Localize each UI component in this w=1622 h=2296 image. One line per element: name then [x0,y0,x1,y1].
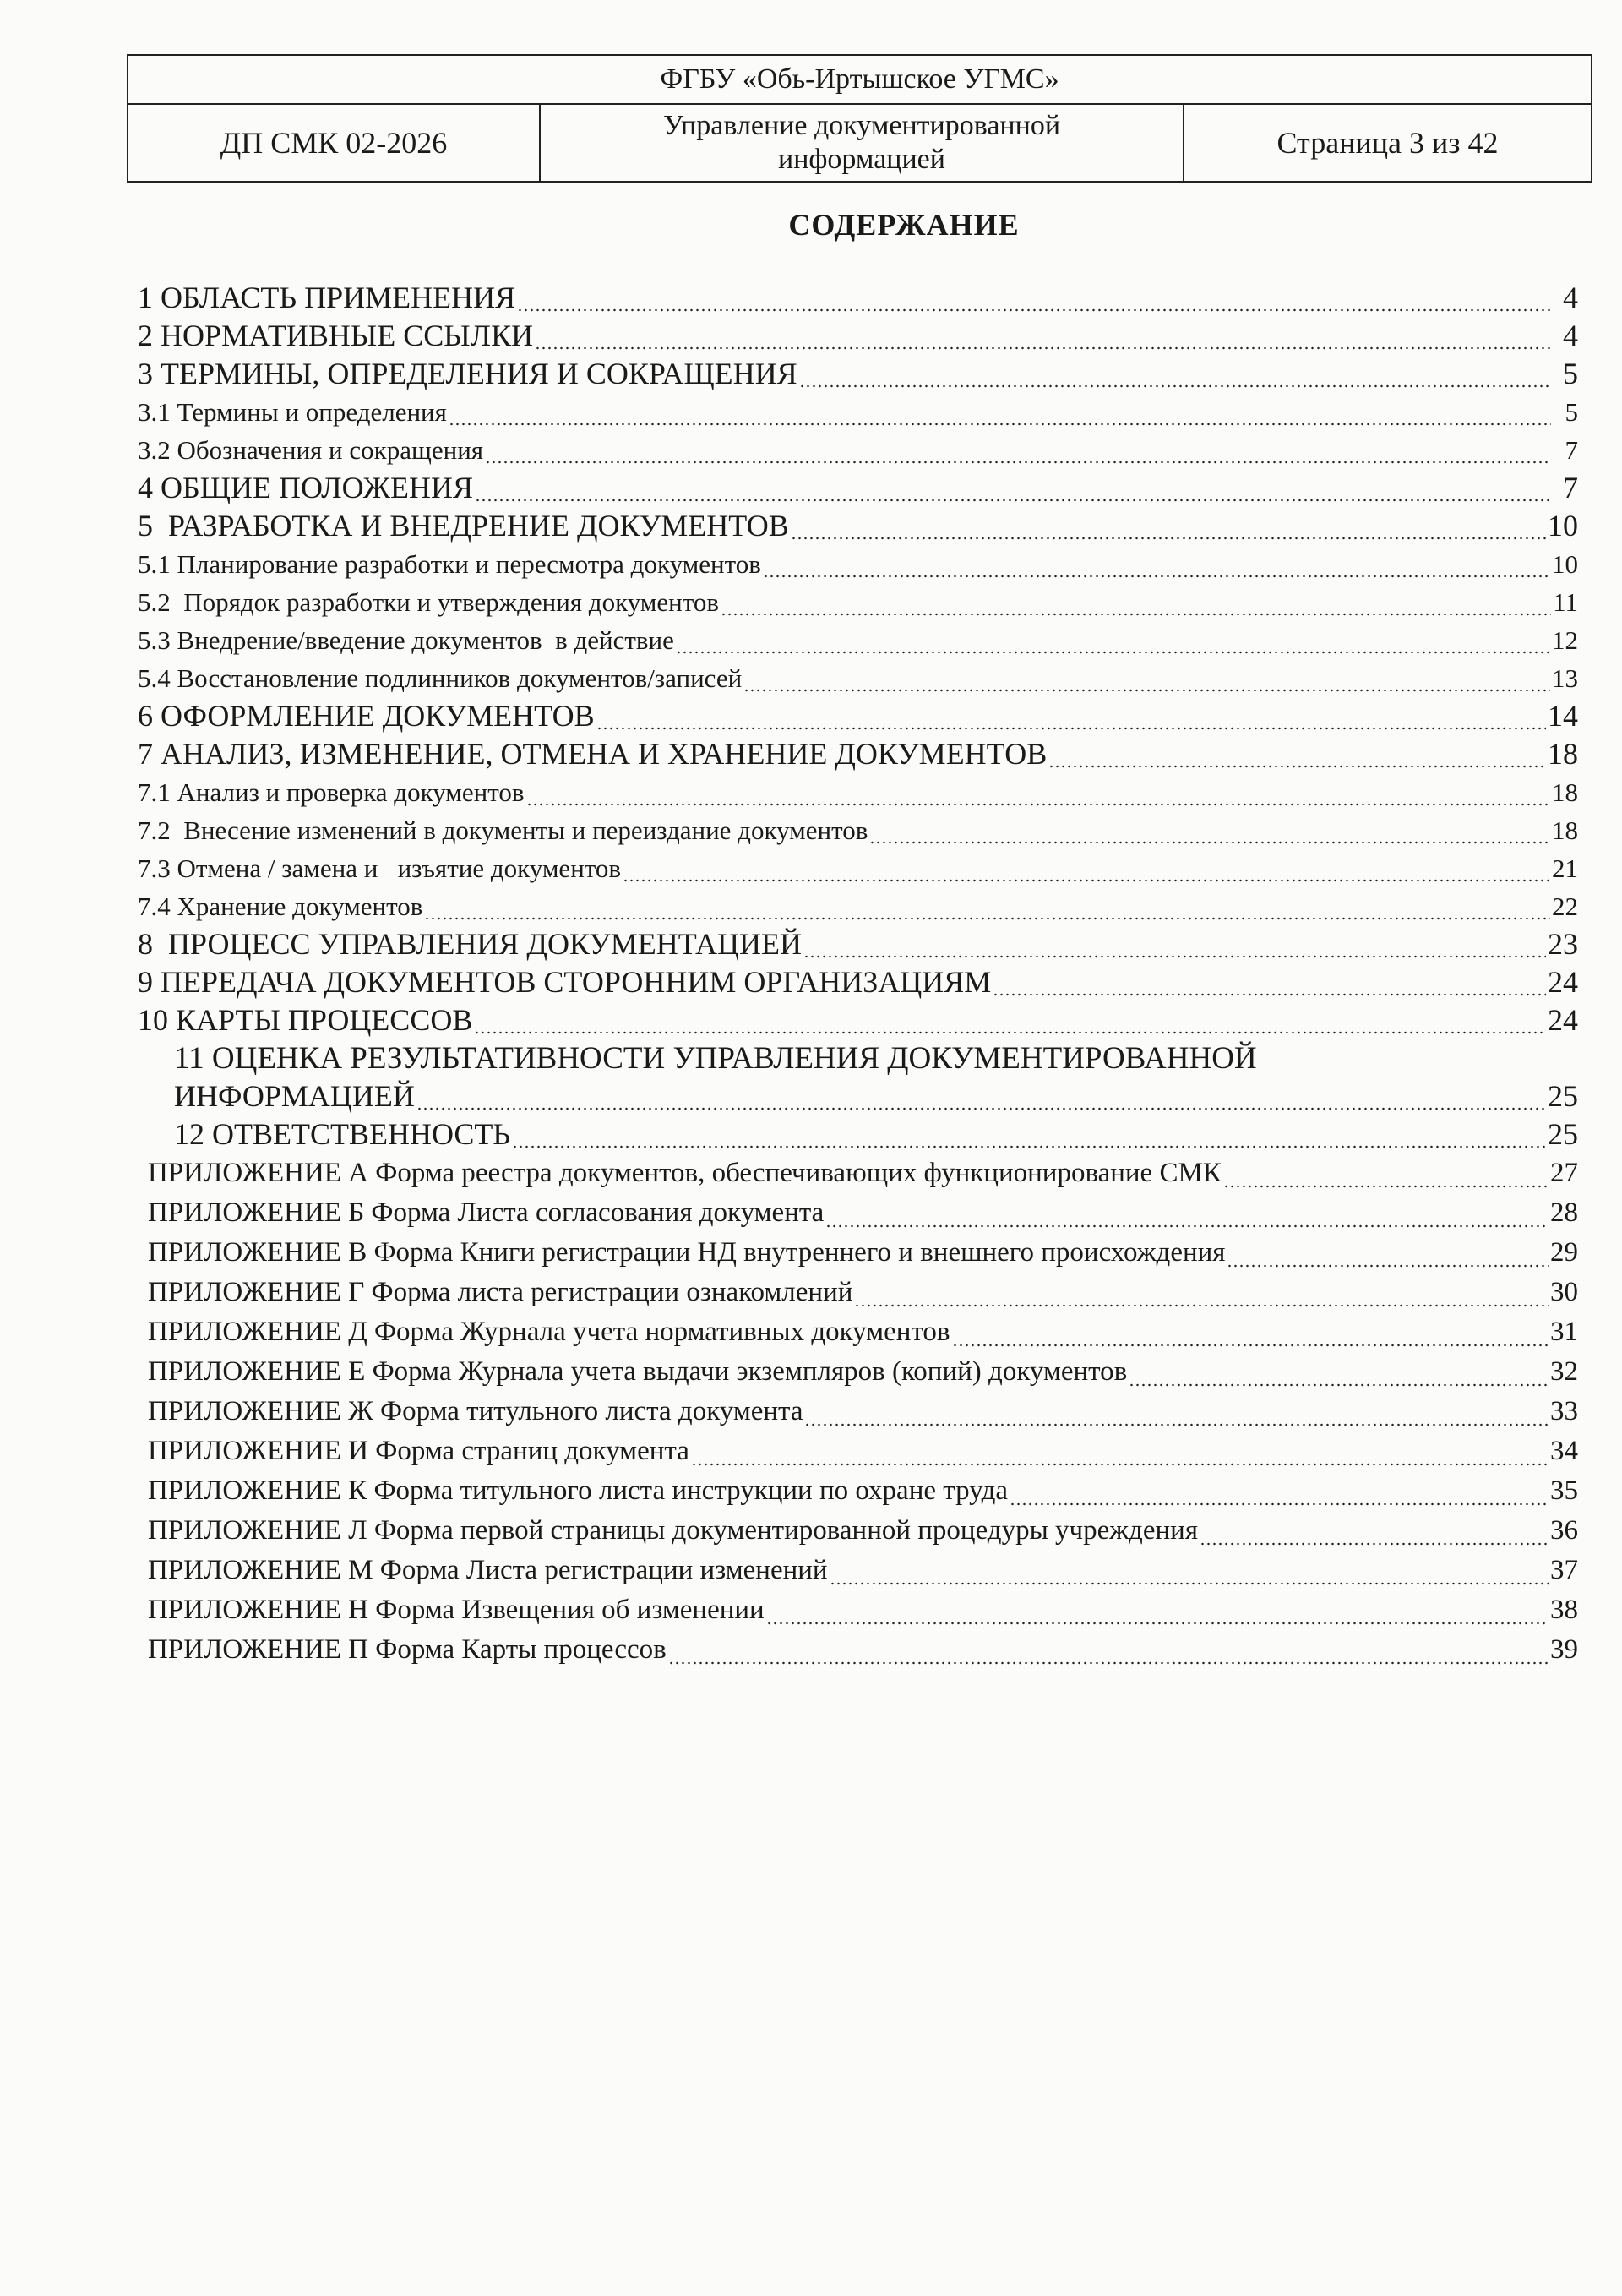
toc-entry-label: ПРИЛОЖЕНИЕ И Форма страниц документа [148,1436,689,1466]
dot-leader [424,917,1550,920]
toc-entry-page: 11 [1553,587,1578,617]
toc-entry-page: 5 [1565,397,1578,427]
document-code: ДП СМК 02-2026 [128,105,541,181]
toc-entry-page: 28 [1550,1197,1578,1228]
dot-leader [535,346,1551,350]
toc-entry-8 [138,925,1578,963]
toc-appendix-i [138,1432,1578,1471]
toc-entry-label: 7.4 Хранение документов [138,892,423,921]
toc-entry-label: ПРИЛОЖЕНИЕ Ж Форма титульного листа документа [148,1396,803,1426]
dot-leader [512,1145,1546,1148]
toc-appendix-m [138,1551,1578,1590]
toc-entry-page: 10 [1548,509,1578,543]
dot-leader [791,537,1546,540]
toc-appendix-b [138,1193,1578,1233]
toc-entry-label: ПРИЛОЖЕНИЕ Б Форма Листа согласования документа [148,1197,825,1228]
dot-leader [993,993,1546,996]
dot-leader [1200,1542,1549,1546]
dot-leader [596,727,1546,730]
toc-entry-label: 8 ПРОЦЕСС УПРАВЛЕНИЯ ДОКУМЕНТАЦИЕЙ [138,927,802,961]
toc-appendix-d [138,1312,1578,1352]
toc-entry-label: 10 КАРТЫ ПРОЦЕССОВ [138,1003,473,1037]
toc-entry-label: ПРИЛОЖЕНИЕ Е Форма Журнала учета выдачи экземпляров (копий) документов [148,1356,1128,1387]
toc-entry-7-3 [138,849,1578,887]
toc-entry-label: 7.2 Внесение изменений в документы и переиздание документов [138,815,868,845]
toc-entry-4 [138,469,1578,507]
toc-appendix-e [138,1352,1578,1392]
toc-entry-page: 38 [1550,1595,1578,1625]
toc-entry-12 [138,1115,1578,1153]
dot-leader [854,1304,1549,1307]
toc-entry-page: 31 [1550,1317,1578,1347]
dot-leader [623,879,1550,882]
toc-entry-page: 27 [1550,1158,1578,1188]
dot-leader [1227,1264,1549,1268]
toc-entry-page: 25 [1548,1117,1578,1151]
dot-leader [869,841,1550,844]
toc-appendix-n [138,1590,1578,1630]
toc-entry-page: 37 [1550,1555,1578,1585]
toc-entry-label: 7.3 Отмена / замена и изъятие документов [138,854,622,883]
toc-entry-page: 25 [1548,1079,1578,1113]
dot-leader [1129,1383,1549,1387]
dot-leader [416,1107,1546,1110]
toc-entry-page: 7 [1565,435,1578,465]
page-info: Страница 3 из 42 [1276,126,1499,160]
toc-appendix-a [138,1153,1578,1193]
toc-entry-label: 3.1 Термины и определения [138,397,447,427]
toc-entry-label: ПРИЛОЖЕНИЕ А Форма реестра документов, обеспечивающих функционирование СМК [148,1158,1222,1188]
toc-entry-3-1 [138,393,1578,431]
toc-entry-7-4 [138,887,1578,925]
toc-entry-2 [138,317,1578,355]
toc-entry-label: 5.3 Внедрение/введение документов в действие [138,625,674,655]
toc-entry-page: 24 [1548,1003,1578,1037]
document-title-line1: Управление документированной [662,110,1061,141]
toc-entry-label: ПРИЛОЖЕНИЕ Л Форма первой страницы документированной процедуры учреждения [148,1515,1198,1546]
document-title [541,105,1184,181]
toc-entry-3 [138,355,1578,393]
toc-entry-page: 4 [1563,281,1578,314]
dot-leader [1048,765,1546,768]
toc-entry-6 [138,697,1578,735]
dot-leader [676,651,1550,654]
toc-entry-label: 5 РАЗРАБОТКА И ВНЕДРЕНИЕ ДОКУМЕНТОВ [138,509,789,543]
toc-entry-label: 3 ТЕРМИНЫ, ОПРЕДЕЛЕНИЯ И СОКРАЩЕНИЯ [138,357,797,390]
document-title-line2: информацией [778,144,945,175]
toc-entry-label: ПРИЛОЖЕНИЕ М Форма Листа регистрации изменений [148,1555,828,1585]
toc-entry-page: 18 [1548,737,1578,771]
toc-entry-label: 5.4 Восстановление подлинников документов/записей [138,663,743,693]
dot-leader [952,1344,1549,1347]
dot-leader [766,1622,1549,1625]
toc-entry-page: 12 [1552,625,1578,655]
toc-entry-3-2 [138,431,1578,469]
toc-entry-page: 7 [1563,471,1578,504]
dot-leader [804,1423,1549,1426]
toc-entry-5-2 [138,583,1578,621]
toc-entry-page: 34 [1550,1436,1578,1466]
toc-entry-9 [138,963,1578,1001]
toc-entry-5-1 [138,545,1578,583]
toc-entry-page: 21 [1552,854,1578,883]
toc-entry-page: 18 [1552,777,1578,807]
toc-entry-label: 1 ОБЛАСТЬ ПРИМЕНЕНИЯ [138,281,516,314]
toc-entry-page: 39 [1550,1634,1578,1665]
toc-entry-page: 5 [1563,357,1578,390]
dot-leader [526,803,1550,806]
toc-entry-page: 10 [1552,549,1578,579]
toc-entry-label: 4 ОБЩИЕ ПОЛОЖЕНИЯ [138,471,473,504]
toc-entry-label: ИНФОРМАЦИЕЙ [174,1079,415,1113]
dot-leader [743,689,1550,692]
toc-entry-1 [138,279,1578,317]
toc-entry-label: 12 ОТВЕТСТВЕННОСТЬ [174,1117,511,1151]
toc-entry-label: ПРИЛОЖЕНИЕ Н Форма Извещения об изменении [148,1595,765,1625]
toc-appendix-v [138,1233,1578,1273]
toc-entry-label: 7 АНАЛИЗ, ИЗМЕНЕНИЕ, ОТМЕНА И ХРАНЕНИЕ ДОКУМЕНТОВ [138,737,1048,771]
toc-entry-label: 9 ПЕРЕДАЧА ДОКУМЕНТОВ СТОРОННИМ ОРГАНИЗАЦИЯМ [138,965,992,999]
dot-leader [799,384,1551,388]
dot-leader [721,613,1551,616]
dot-leader [517,308,1551,312]
toc-entry-page: 22 [1552,892,1578,921]
dot-leader [474,1031,1546,1034]
toc-entry-label: 5.1 Планирование разработки и пересмотра документов [138,549,761,579]
toc-entry-11 [138,1077,1578,1115]
toc-appendix-p [138,1630,1578,1670]
toc-entry-label: ПРИЛОЖЕНИЕ Д Форма Журнала учета нормативных документов [148,1317,950,1347]
toc-entry-page: 33 [1550,1396,1578,1426]
toc-entry-7 [138,735,1578,773]
toc-entry-label: ПРИЛОЖЕНИЕ В Форма Книги регистрации НД внутреннего и внешнего происхождения [148,1237,1226,1268]
header-row [128,105,1591,181]
toc-entry-page: 35 [1550,1475,1578,1506]
toc-appendix-zh [138,1392,1578,1432]
toc-appendix-k [138,1471,1578,1511]
dot-leader [1223,1185,1549,1188]
toc-entry-label: 2 НОРМАТИВНЫЕ ССЫЛКИ [138,319,534,352]
toc-appendix-l [138,1511,1578,1551]
toc-entry-page: 18 [1552,815,1578,845]
organization-name: ФГБУ «Обь-Иртышское УГМС» [128,56,1591,105]
dot-leader [1010,1502,1549,1506]
toc-entry-page: 23 [1548,927,1578,961]
toc-entry-5 [138,507,1578,545]
dot-leader [691,1463,1549,1466]
toc-entry-label: 7.1 Анализ и проверка документов [138,777,525,807]
dot-leader [763,575,1550,578]
toc-entry-label: 5.2 Порядок разработки и утверждения документов [138,587,720,617]
toc-entry-page: 29 [1550,1237,1578,1268]
dot-leader [830,1582,1549,1585]
toc-entry-7-1 [138,773,1578,811]
header-table [127,54,1592,183]
toc-entry-page: 36 [1550,1515,1578,1546]
toc-entry-label: ПРИЛОЖЕНИЕ Г Форма листа регистрации ознакомлений [148,1277,853,1307]
dot-leader [825,1224,1549,1228]
toc-entry-11-line1: 11 ОЦЕНКА РЕЗУЛЬТАТИВНОСТИ УПРАВЛЕНИЯ ДОКУМЕНТИРОВАННОЙ [174,1041,1257,1076]
toc-entry-7-2 [138,811,1578,849]
dot-leader [475,499,1551,502]
toc-entry-page: 13 [1552,663,1578,693]
toc-entry-10 [138,1001,1578,1039]
dot-leader [668,1661,1549,1665]
toc-entry-5-4 [138,659,1578,697]
toc-entry-label: ПРИЛОЖЕНИЕ К Форма титульного листа инструкции по охране труда [148,1475,1009,1506]
toc-entry-page: 30 [1550,1277,1578,1307]
table-of-contents [138,279,1578,1670]
toc-entry-label: ПРИЛОЖЕНИЕ П Форма Карты процессов [148,1634,667,1665]
toc-appendix-g [138,1273,1578,1312]
toc-entry-page: 24 [1548,965,1578,999]
dot-leader [485,461,1551,464]
dot-leader [803,955,1546,958]
dot-leader [449,423,1551,426]
toc-entry-page: 14 [1548,699,1578,733]
toc-title: СОДЕРЖАНИЕ [788,208,1020,242]
toc-entry-5-3 [138,621,1578,659]
toc-entry-label: 6 ОФОРМЛЕНИЕ ДОКУМЕНТОВ [138,699,595,733]
toc-entry-page: 32 [1550,1356,1578,1387]
toc-entry-page: 4 [1563,319,1578,352]
toc-entry-label: 3.2 Обозначения и сокращения [138,435,484,465]
